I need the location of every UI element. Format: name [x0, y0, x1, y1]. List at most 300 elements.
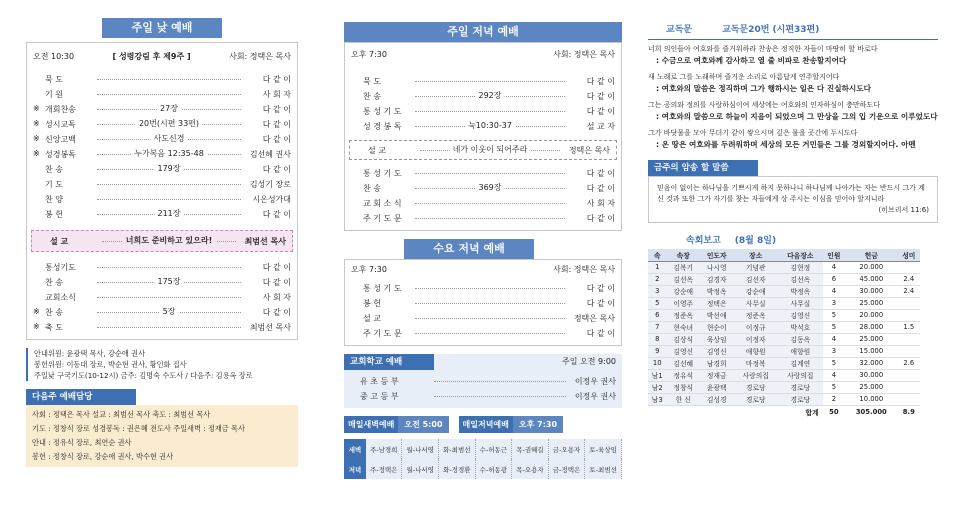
sermon-label: 설 교 [50, 236, 69, 246]
evening-title: 주일 저녁 예배 [344, 22, 622, 42]
daily-header [344, 416, 622, 433]
report-header: 다음장소 [778, 249, 823, 261]
school-time: 주일 오전 9:00 [562, 357, 616, 366]
order-row [27, 87, 297, 102]
report-header: 인원 [823, 249, 845, 261]
order-label: 봉 헌 [363, 299, 381, 308]
school-dept: 중 고 등 부 [360, 392, 399, 401]
report-cell: 사무실 [778, 297, 823, 309]
order-row [345, 296, 621, 311]
star-icon: ※ [33, 307, 40, 316]
order-row [27, 275, 297, 290]
duty-line: 안내 : 정유식 장로, 최연순 권사 [32, 438, 132, 447]
order-content: 292장 [476, 90, 505, 101]
order-person: 다 같 이 [262, 135, 291, 144]
order-content: 눅10:30-37 [465, 120, 515, 131]
report-row [648, 285, 920, 297]
reading-pair [648, 44, 938, 66]
reading-pair [648, 100, 938, 122]
reading-lead: 너희 의인들아 여호와를 즐거워하라 찬송은 정직한 자들이 마땅히 할 바로다 [648, 45, 878, 53]
duty-line: 봉헌 : 정창식 장로, 강순애 권사, 박수현 권사 [32, 452, 174, 461]
order-row [345, 181, 621, 196]
sunday-order-box [26, 42, 298, 340]
duty-cell: 수-허동근 [475, 439, 512, 459]
order-label: 축 도 [45, 323, 63, 332]
sunday-theme: [ 성령강림 후 제9주 ] [112, 52, 191, 61]
report-cell: 5 [831, 359, 837, 367]
order-row [27, 260, 297, 275]
order-person: 다 같 이 [586, 284, 615, 293]
order-person: 다 같 이 [586, 299, 615, 308]
report-cell: 9 [648, 345, 667, 357]
report-cell: 2.6 [903, 359, 915, 367]
report-cell: 김동옥 [778, 333, 823, 345]
order-row [345, 311, 621, 326]
reading-title: 교독문 [666, 25, 693, 35]
reading-response: : 여호와의 말씀은 정직하며 그가 행하시는 일은 다 진실하시도다 [656, 84, 871, 93]
order-row [27, 177, 297, 192]
note-line: 안내위원: 윤광택 목사, 강순애 권사 [34, 349, 146, 358]
order-row [27, 162, 297, 177]
order-content: 27장 [157, 103, 181, 114]
report-cell: 3 [831, 299, 837, 307]
report-cell: 25.000 [859, 299, 884, 307]
report-cell: 4 [831, 287, 837, 295]
sermon-title: 네가 이웃이 되어주라 [450, 144, 531, 155]
next-week-box [26, 405, 298, 467]
order-row [345, 281, 621, 296]
report-cell: 20.000 [859, 263, 884, 271]
report-cell: 1 [648, 261, 667, 273]
note-line: 봉헌위원: 이동대 장로, 박순현 권사, 황인화 집사 [34, 360, 187, 369]
dawn-time: 오전 5:00 [398, 416, 448, 433]
sermon-label: 설 교 [368, 145, 386, 155]
eve-time: 오후 7:30 [513, 416, 563, 433]
order-label: 묵 도 [363, 77, 381, 86]
report-cell: 정택은 [700, 297, 733, 309]
order-person: 다 같 이 [262, 210, 291, 219]
report-cell: 2.4 [903, 275, 915, 283]
report-cell: 2 [831, 395, 837, 403]
order-label: 주 기 도 문 [363, 329, 402, 338]
report-cell: 김영신 [778, 309, 823, 321]
order-row [27, 72, 297, 87]
order-content: 175장 [155, 276, 184, 287]
duty-cell: 화-정경환 [439, 459, 476, 479]
order-label: 개회찬송 [45, 105, 76, 114]
report-header: 인도자 [700, 249, 733, 261]
report-cell: 박선애 [700, 309, 733, 321]
sermon-preacher: 최범선 목사 [244, 236, 286, 246]
duty-cell: 목-권혜길 [512, 439, 549, 459]
order-label: 기 원 [45, 90, 63, 99]
duty-cell: 목-오용자 [512, 459, 549, 479]
report-cell: 10 [648, 357, 667, 369]
sunday-presider: 사회: 정택은 목사 [229, 52, 291, 61]
school-row [344, 389, 622, 404]
sunday-time: 오전 10:30 [33, 52, 75, 61]
eve-title: 매일저녁예배 [459, 416, 513, 433]
order-row [27, 305, 297, 320]
report-cell: 박정옥 [778, 285, 823, 297]
report-cell: 5 [831, 311, 837, 319]
duty-cell: 토-최범선 [585, 459, 622, 479]
order-label: 찬 송 [45, 308, 63, 317]
report-cell: 경로당 [733, 381, 778, 393]
right-column [648, 0, 938, 418]
order-label: 통 성 기 도 [363, 284, 402, 293]
report-cell [898, 309, 920, 321]
report-cell: 25.000 [859, 335, 884, 343]
report-cell: 김영신 [667, 345, 700, 357]
note-line: 주일낮 구국기도(10-12시) 금주: 김명숙 수도사 / 다음주: 김용옥 장로 [34, 371, 253, 380]
wed-time: 오후 7:30 [351, 265, 387, 274]
report-cell: 애향원 [733, 345, 778, 357]
order-row [345, 74, 621, 89]
order-label: 묵 도 [45, 75, 63, 84]
wed-items [345, 281, 621, 341]
report-date: (8월 8일) [734, 236, 777, 246]
order-row [27, 102, 297, 117]
order-row [27, 147, 297, 162]
report-cell: 박정옥 [700, 285, 733, 297]
reading-lead: 그가 바닷물을 모아 무더기 같이 쌓으시며 깊은 물을 곳간에 두시도다 [648, 129, 858, 137]
report-cell: 이정규 [733, 321, 778, 333]
order-label: 성 경 봉 독 [363, 122, 402, 131]
report-cell [898, 345, 920, 357]
report-cell: 5 [831, 383, 837, 391]
report-cell: 한 신 [667, 393, 700, 405]
report-cell: 김영신 [700, 345, 733, 357]
report-cell: 5 [831, 323, 837, 331]
order-person: 다 같 이 [262, 105, 291, 114]
order-row [27, 320, 297, 335]
report-header-row [648, 249, 920, 261]
report-cell: 6 [648, 309, 667, 321]
report-cell: 20.000 [859, 311, 884, 319]
order-label: 기 도 [45, 180, 63, 189]
report-cell: 28.000 [859, 323, 884, 331]
school-box [344, 354, 622, 408]
star-icon: ※ [33, 149, 40, 158]
report-cell: 애향원 [778, 345, 823, 357]
report-cell: 정창식 [667, 381, 700, 393]
report-cell: 45.000 [859, 275, 884, 283]
report-cell: 기념관 [733, 261, 778, 273]
order-content: 5장 [160, 306, 179, 317]
report-cell: 1.5 [903, 323, 915, 331]
order-person: 다 같 이 [262, 120, 291, 129]
order-row [345, 89, 621, 104]
order-label: 교회소식 [45, 293, 76, 302]
reading-response: : 여호와의 말씀으로 하늘이 지음이 되었으며 그 만상을 그의 입 기운으로 이루었도다 [656, 112, 938, 121]
order-label: 찬 송 [363, 92, 381, 101]
duty-cell: 화-최범선 [439, 439, 476, 459]
order-person: 다 같 이 [262, 75, 291, 84]
school-rows [344, 370, 622, 408]
order-person: 다 같 이 [586, 169, 615, 178]
report-cell: 사랑의집 [778, 369, 823, 381]
dawn-row: 새벽 주-남경희 월-나서영 화-최범선 수-허동근 목-권혜길 금-오용자 토-육상임 [344, 439, 622, 459]
sermon-preacher: 정택은 목사 [568, 145, 610, 155]
report-cell: 현순이 [700, 321, 733, 333]
report-cell: 30.000 [859, 287, 884, 295]
duty-line: 사회 : 정택은 목사 설교 : 최범선 목사 축도 : 최범선 목사 [32, 410, 211, 419]
order-person: 사 회 자 [586, 199, 615, 208]
duty-cell: 월-나서영 [402, 459, 439, 479]
report-cell: 경로당 [733, 393, 778, 405]
order-label: 통 성 기 도 [363, 169, 402, 178]
order-person: 김성기 장로 [249, 180, 291, 189]
report-header: 성미 [898, 249, 920, 261]
order-label: 통 성 기 도 [363, 107, 402, 116]
school-row [344, 374, 622, 389]
report-cell: 32.000 [859, 359, 884, 367]
order-person: 사 회 자 [262, 293, 291, 302]
order-label: 설 교 [363, 314, 381, 323]
order-person: 다 같 이 [586, 184, 615, 193]
report-header: 속 [648, 249, 667, 261]
sunday-items [27, 72, 297, 222]
order-person: 시온성가대 [252, 195, 291, 204]
reading-lines [648, 39, 938, 150]
order-content: 369장 [476, 182, 505, 193]
report-cell: 15.000 [859, 347, 884, 355]
order-label: 교 회 소 식 [363, 199, 402, 208]
report-cell: 30.000 [859, 371, 884, 379]
report-row [648, 381, 920, 393]
order-row [345, 196, 621, 211]
order-person: 최범선 목사 [249, 323, 291, 332]
report-cell: 4 [831, 335, 837, 343]
report-cell: 김선혜 [667, 357, 700, 369]
order-row [345, 326, 621, 341]
duty-cell: 월-나서영 [402, 439, 439, 459]
eve-row: 저녁 주-정택은 월-나서영 화-정경환 수-허동광 목-오용자 금-정택은 토-최범선 [344, 459, 622, 479]
report-total-row: 합계 50 305.000 8.9 [648, 405, 920, 418]
order-person: 다 같 이 [586, 329, 615, 338]
report-cell: 김계연 [778, 357, 823, 369]
report-cell: 나시영 [700, 261, 733, 273]
report-cell: 강순애 [733, 285, 778, 297]
order-row [27, 290, 297, 305]
sermon-title: 너희도 준비하고 있으라! [123, 235, 216, 246]
report-header: 장소 [733, 249, 778, 261]
report-row [648, 261, 920, 273]
report-row [648, 369, 920, 381]
report-cell: 경로당 [778, 393, 823, 405]
report-row [648, 393, 920, 405]
evening-after-items [345, 166, 621, 226]
report-cell: 경로당 [778, 381, 823, 393]
order-person: 정택은 목사 [573, 314, 615, 323]
report-cell: 김상식 [667, 333, 700, 345]
evening-items [345, 74, 621, 134]
order-person: 김선혜 권사 [249, 150, 291, 159]
report-cell [898, 261, 920, 273]
report-row [648, 357, 920, 369]
order-content: 사도신경 [151, 133, 188, 144]
duty-cell: 토-육상임 [585, 439, 622, 459]
report-cell: 남3 [648, 393, 667, 405]
sunday-column [26, 0, 298, 467]
verse-ref: (히브리서 11:6) [878, 206, 929, 214]
reading-response: : 수금으로 여호와께 감사하고 열 줄 비파로 찬송할지어다 [656, 56, 847, 65]
order-row [345, 119, 621, 134]
duty-line: 기도 : 정창식 장로 성경봉독 : 권은혜 전도사 주일새벽 : 정재금 목사 [32, 424, 245, 433]
report-cell: 현숙녀 [667, 321, 700, 333]
order-label: 통성기도 [45, 263, 76, 272]
order-row [27, 132, 297, 147]
order-person: 다 같 이 [586, 214, 615, 223]
report-cell: 박석호 [778, 321, 823, 333]
report-cell: 7 [648, 321, 667, 333]
order-person: 다 같 이 [586, 107, 615, 116]
report-cell: 정유식 [667, 369, 700, 381]
order-row [27, 207, 297, 222]
sunday-sermon-row [31, 230, 293, 252]
report-cell: 10.000 [859, 395, 884, 403]
dawn-title: 매일새벽예배 [344, 416, 398, 433]
duty-cell: 주-정택은 [366, 459, 402, 479]
report-cell: 이영주 [667, 297, 700, 309]
reading-lead: 그는 공의와 정의를 사랑하심이여 세상에는 여호와의 인자하심이 충만하도다 [648, 101, 880, 109]
report-row [648, 321, 920, 333]
order-label: 성경봉독 [45, 150, 76, 159]
order-person: 다 같 이 [262, 165, 291, 174]
order-label: 찬 송 [363, 184, 381, 193]
evening-presider: 사회: 정택은 목사 [553, 50, 615, 59]
report-cell: 윤광택 [700, 381, 733, 393]
order-person: 다 같 이 [262, 278, 291, 287]
order-person: 다 같 이 [586, 92, 615, 101]
school-leader: 이정우 권사 [574, 377, 616, 386]
report-cell: 남경희 [700, 357, 733, 369]
report-cell: 정준옥 [667, 309, 700, 321]
wed-box [344, 259, 622, 346]
star-icon: ※ [33, 322, 40, 331]
report-cell: 2 [648, 273, 667, 285]
report-cell: 2.4 [903, 287, 915, 295]
order-row [27, 192, 297, 207]
report-cell: 정재금 [700, 369, 733, 381]
duty-cell: 수-허동광 [475, 459, 512, 479]
report-cell: 김선옥 [778, 273, 823, 285]
report-table [648, 249, 920, 418]
reading-lead: 새 노래로 그를 노래하며 즐거운 소리로 아름답게 연주할지어다 [648, 73, 840, 81]
verse-title: 금주의 암송 할 말씀 [648, 160, 758, 176]
sunday-notes [26, 348, 298, 381]
order-content: 누가복음 12:35-48 [131, 148, 207, 159]
star-icon: ※ [33, 104, 40, 113]
school-leader: 이정우 권사 [574, 392, 616, 401]
report-cell [898, 393, 920, 405]
order-content: 179장 [155, 163, 184, 174]
order-content: 211장 [155, 208, 184, 219]
order-row [27, 117, 297, 132]
reading-response: : 온 땅은 여호와를 두려워하며 세상의 모든 거민들은 그를 경외할지어다. 아멘 [656, 140, 916, 149]
report-cell: 육상임 [700, 333, 733, 345]
report-cell: 마정복 [733, 357, 778, 369]
order-label: 찬 양 [45, 195, 63, 204]
verse-text: 믿음이 없이는 하나님을 기쁘시게 하지 못하나니 하나님께 나아가는 자는 반드시 그가 계신 것과 또한 그가 자기를 찾는 자들에게 상 주시는 이심을 믿어야 할지니라 [657, 184, 925, 203]
evening-sermon-row [349, 140, 617, 160]
report-cell: 김현정 [778, 261, 823, 273]
report-cell [898, 333, 920, 345]
report-cell: 김선옥 [667, 273, 700, 285]
report-row [648, 273, 920, 285]
report-cell: 6 [831, 275, 837, 283]
report-cell [898, 381, 920, 393]
star-icon: ※ [33, 134, 40, 143]
order-row [345, 104, 621, 119]
report-header: 속장 [667, 249, 700, 261]
order-row [345, 166, 621, 181]
report-row [648, 345, 920, 357]
evening-column [344, 0, 622, 479]
report-cell: 김선자 [733, 273, 778, 285]
wed-presider: 사회: 정택은 목사 [553, 265, 615, 274]
verse-box [648, 176, 938, 223]
order-label: 봉 헌 [45, 210, 63, 219]
next-week-title: 다음주 예배담당 [26, 389, 136, 405]
report-cell: 25.000 [859, 383, 884, 391]
report-row [648, 309, 920, 321]
order-content: 20번(시편 33편) [136, 118, 202, 129]
order-row [345, 211, 621, 226]
order-person: 설 교 자 [586, 122, 615, 131]
report-cell: 사무실 [733, 297, 778, 309]
report-row [648, 297, 920, 309]
report-cell: 8 [648, 333, 667, 345]
order-person: 다 같 이 [262, 263, 291, 272]
report-cell: 3 [648, 285, 667, 297]
reading-subtitle: 교독문20번 (시편33편) [722, 25, 820, 35]
report-cell: 남1 [648, 369, 667, 381]
report-cell: 강순애 [667, 285, 700, 297]
report-cell [898, 297, 920, 309]
evening-box [344, 42, 622, 231]
report-title: 속회보고 [686, 236, 721, 246]
order-person: 다 같 이 [586, 77, 615, 86]
daily-table [344, 439, 622, 479]
order-person: 사 회 자 [262, 90, 291, 99]
duty-cell: 금-정택은 [548, 459, 585, 479]
reading-pair [648, 72, 938, 94]
school-title: 교회학교 예배 [344, 354, 434, 370]
order-label: 찬 송 [45, 278, 63, 287]
sunday-title: 주일 낮 예배 [102, 18, 222, 38]
report-cell: 남2 [648, 381, 667, 393]
report-cell [898, 369, 920, 381]
report-row [648, 333, 920, 345]
report-cell: 김복기 [667, 261, 700, 273]
report-cell: 정준옥 [733, 309, 778, 321]
report-header: 헌금 [845, 249, 898, 261]
order-label: 신앙고백 [45, 135, 76, 144]
sunday-after-items [27, 260, 297, 335]
evening-time: 오후 7:30 [351, 50, 387, 59]
report-cell: 김경자 [700, 273, 733, 285]
report-cell: 이정자 [733, 333, 778, 345]
order-label: 주 기 도 문 [363, 214, 402, 223]
duty-cell: 금-오용자 [548, 439, 585, 459]
report-cell: 3 [831, 347, 837, 355]
order-label: 성시교독 [45, 120, 76, 129]
report-cell: 사랑의집 [733, 369, 778, 381]
star-icon: ※ [33, 119, 40, 128]
reading-pair [648, 128, 938, 150]
